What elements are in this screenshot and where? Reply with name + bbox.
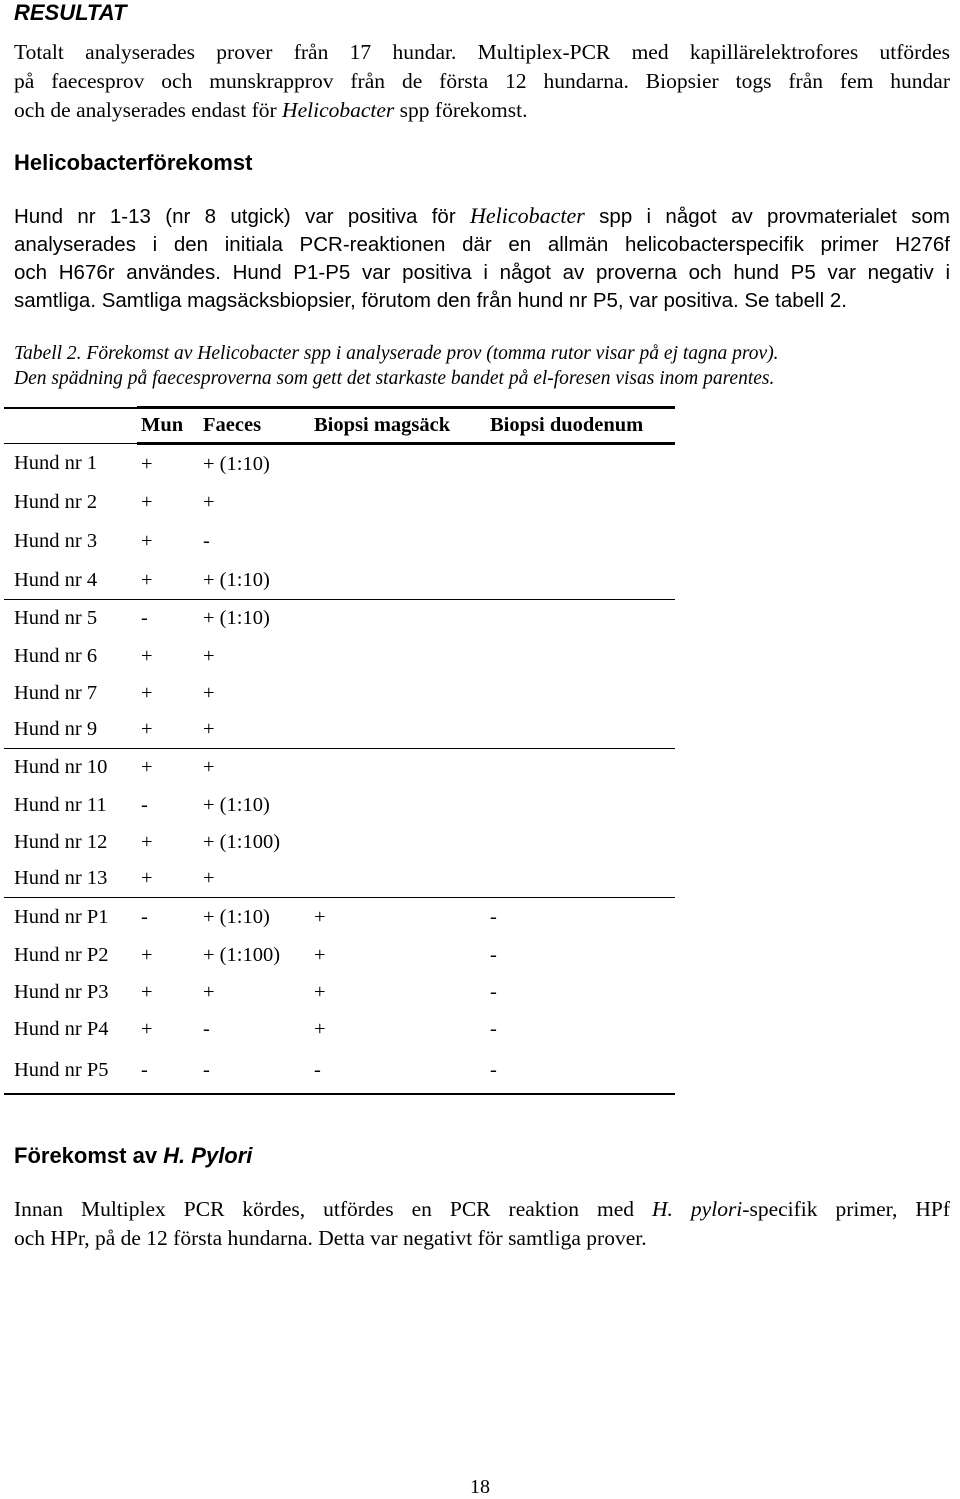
cell-biopsi-magsack: + [314,943,326,966]
table-header-row [4,408,675,444]
table-row [4,484,675,521]
cell-biopsi-magsack [314,712,490,749]
cell-biopsi-duodenum [490,787,675,824]
cell-mun: + [137,861,203,898]
cell-biopsi-magsack [314,444,490,484]
heading-pylori-text: Förekomst av [14,1143,164,1168]
cell-faeces: + (1:10) [203,905,270,928]
cell-mun: - [141,905,148,928]
cell-faeces: + [203,712,314,749]
cell-mun: + [137,712,203,749]
table-row [4,521,675,562]
cell-biopsi-duodenum [490,638,675,675]
cell-faeces: - [203,529,210,552]
helicobacter-paragraph [14,202,950,315]
pylori-line-1-text-a: Innan Multiplex PCR kördes, utfördes en PCR reaktion med [14,1197,653,1221]
section-heading-helicobacter: Helicobacterförekomst [14,150,253,175]
cell-faeces: + (1:100) [203,943,281,966]
cell-dog: Hund nr 12 [14,830,108,853]
cell-dog: Hund nr 2 [14,490,98,513]
helico-line-3: och H676r användes. Hund P1-P5 var positiva i något av proverna och hund P5 var negativ i [14,261,950,284]
cell-dog: Hund nr 9 [4,712,137,749]
helico-line-1-italic: Helicobacter [469,203,585,228]
helico-line-2: analyserades i den initiala PCR-reaktionen där en allmän helicobacterspecifik primer H276f [14,233,950,256]
cell-biopsi-duodenum [490,444,675,484]
cell-faeces: + [203,980,215,1003]
cell-biopsi-magsack: - [314,1048,490,1094]
cell-dog: Hund nr P5 [4,1048,137,1094]
table-row [4,787,675,824]
cell-mun: + [141,943,153,966]
table-row [4,675,675,712]
intro-line-3-italic: Helicobacter [282,98,395,122]
table-row [4,824,675,861]
cell-dog: Hund nr 6 [14,644,98,667]
table-caption [14,341,950,391]
section-heading-pylori [14,1142,252,1170]
cell-dog: Hund nr P4 [14,1017,109,1040]
intro-line-1: Totalt analyserades prover från 17 hundar. Multiplex-PCR med kapillärelektrofores utfördes [14,40,950,64]
intro-line-3-text-a: och de analyserades endast för [14,98,283,122]
cell-mun: + [137,562,203,600]
cell-biopsi-duodenum: - [490,1048,675,1094]
cell-biopsi-duodenum: - [490,905,497,928]
cell-faeces: + (1:10) [203,793,270,816]
cell-mun: + [141,644,153,667]
cell-mun: + [141,1017,153,1040]
cell-faeces: + [203,681,215,704]
cell-mun: - [141,607,148,630]
cell-biopsi-duodenum [490,824,675,861]
header-cell-mun: Mun [137,408,203,444]
cell-dog: Hund nr P1 [14,905,109,928]
heading-pylori-italic: H. Pylori [163,1143,253,1168]
pylori-line-1-text-b: -specifik primer, HPf [742,1197,951,1221]
cell-faeces: + [203,644,215,667]
helico-line-4: samtliga. Samtliga magsäcksbiopsier, förutom den från hund nr P5, var positiva. Se tabell 2. [14,289,847,312]
cell-biopsi-magsack: + [314,1017,326,1040]
cell-biopsi-duodenum [490,675,675,712]
cell-faeces: + (1:10) [203,562,314,600]
cell-biopsi-duodenum [490,712,675,749]
cell-dog: Hund nr 3 [14,529,98,552]
cell-biopsi-magsack [314,675,490,712]
intro-paragraph [14,38,950,125]
cell-biopsi-magsack [314,484,490,521]
table-row [4,444,675,484]
section-heading-result: RESULTAT [14,0,127,25]
intro-line-3 [14,96,950,125]
header-cell-faeces: Faeces [203,408,314,444]
cell-biopsi-magsack [314,861,490,898]
cell-mun: - [141,793,148,816]
cell-faeces: + [203,490,215,513]
cell-biopsi-magsack [314,638,490,675]
cell-biopsi-duodenum [490,861,675,898]
pylori-paragraph [14,1195,950,1253]
table-row [4,1011,675,1048]
cell-biopsi-duodenum [490,749,675,787]
cell-mun: + [141,980,153,1003]
cell-dog: Hund nr 13 [4,861,137,898]
table-row [4,600,675,638]
cell-mun: + [141,830,153,853]
table-row [4,638,675,675]
cell-mun: - [137,1048,203,1094]
cell-biopsi-magsack [314,521,490,562]
cell-mun: + [141,529,153,552]
table-row [4,1048,675,1094]
cell-biopsi-duodenum [490,600,675,638]
header-cell-biopsi-duodenum: Biopsi duodenum [490,408,675,444]
cell-faeces: + (1:10) [203,452,270,475]
helico-line-1 [14,202,950,231]
caption-line-1: Tabell 2. Förekomst av Helicobacter spp i analyserade prov (tomma rutor visar på ej tagna prov). [14,343,779,364]
cell-mun: + [141,452,153,475]
cell-dog: Hund nr 10 [14,756,108,779]
table-row [4,861,675,898]
helicobacter-table [4,406,675,1095]
cell-dog: Hund nr 11 [14,793,107,816]
table-row [4,749,675,787]
helico-line-1-text-a: Hund nr 1-13 (nr 8 utgick) var positiva för [14,205,470,228]
cell-mun: + [141,490,153,513]
cell-dog: Hund nr 5 [14,607,98,630]
cell-faeces: + [203,861,314,898]
cell-biopsi-duodenum [490,562,675,600]
cell-faeces: + (1:100) [203,830,281,853]
cell-biopsi-magsack [314,824,490,861]
cell-biopsi-magsack: + [314,980,326,1003]
header-cell-biopsi-magsack: Biopsi magsäck [314,408,490,444]
cell-biopsi-magsack [314,562,490,600]
pylori-line-2: och HPr, på de 12 första hundarna. Detta var negativt för samtliga prover. [14,1226,647,1250]
cell-dog: Hund nr P2 [14,943,109,966]
cell-faeces: + [203,756,215,779]
cell-dog: Hund nr 1 [14,452,98,475]
cell-dog: Hund nr 7 [14,681,98,704]
cell-mun: + [141,681,153,704]
cell-faeces: - [203,1017,210,1040]
cell-dog: Hund nr P3 [14,980,109,1003]
cell-biopsi-duodenum: - [490,980,497,1003]
cell-biopsi-duodenum: - [490,1017,497,1040]
table-row [4,937,675,974]
helico-line-1-text-b: spp i något av provmaterialet som [584,205,950,228]
cell-biopsi-duodenum: - [490,943,497,966]
cell-biopsi-magsack [314,787,490,824]
intro-line-2: på faecesprov och munskrapprov från de första 12 hundarna. Biopsier togs från fem hundar [14,69,950,93]
table-row [4,712,675,749]
cell-faeces: - [203,1048,314,1094]
cell-mun: + [141,756,153,779]
cell-biopsi-magsack: + [314,905,326,928]
table-row [4,898,675,937]
cell-biopsi-magsack [314,600,490,638]
cell-faeces: + (1:10) [203,607,270,630]
pylori-line-1-italic: H. pylori [652,1197,743,1221]
table-row [4,562,675,600]
cell-biopsi-magsack [314,749,490,787]
cell-dog: Hund nr 4 [4,562,137,600]
header-cell-dog [4,408,137,444]
intro-line-3-text-b: spp förekomst. [394,98,528,122]
cell-biopsi-duodenum [490,484,675,521]
page-number: 18 [470,1476,490,1498]
pylori-line-1 [14,1195,950,1224]
cell-biopsi-duodenum [490,521,675,562]
caption-line-2: Den spädning på faecesproverna som gett det starkaste bandet på el-foresen visas inom parentes. [14,368,775,389]
table-row [4,974,675,1011]
